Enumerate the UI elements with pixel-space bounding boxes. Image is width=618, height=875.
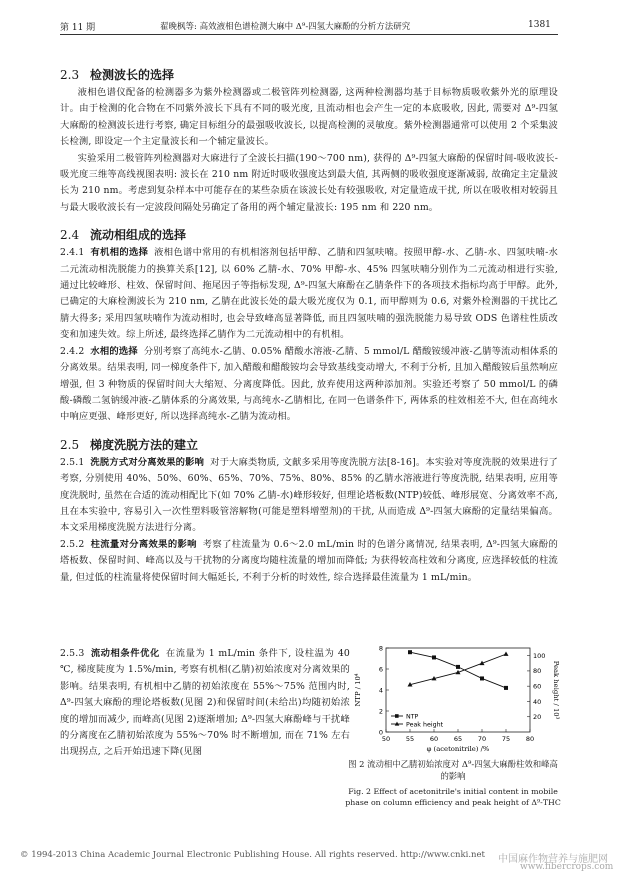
figure-2 (344, 640, 562, 840)
paragraph-text: 分别考察了高纯水-乙腈、0.05% 醋酸水溶液-乙腈、5 mmol/L 醋酸铵缓冲液-乙腈等流动相体系的分离效果。结果表明, 同一梯度条件下, 加入醋酸和醋酸铵均会导致基线变动增大, 不利于分析, 且加入醋酸铵后虽然响应增强, 但 3 种物质的保留时间大大缩短、分离度降低。因此, 放弃使用这两种添加剂。实验还考察了 50 mmol/L 的磷酸-磷酸二氢钠缓冲液-乙腈体系的分离效果, 与高纯水-乙腈相比, 在同一色谱条件下, 两体系的柱效相差不大, 但在高纯水中响应更强、峰形更好, 所以选择高纯水-乙腈为流动相。 (60, 345, 558, 423)
x-tick-label: 75 (501, 735, 511, 743)
paragraph: 实验采用二极管阵列检测器对大麻进行了全波长扫描(190～700 nm), 获得的 Δ⁹-四氢大麻酚的保留时间-吸收波长-吸光度三维等高线视图表明: 波长在 210 nm 附近时吸收强度达到最大值, 其两侧的吸收强度逐渐减弱, 故确定主定量波长为 210 nm。考虑到复杂样本中可能存在的某些杂质在该波长处有较强吸收, 对定量造成干扰, 所以在吸收相对较弱且与最大吸收波长有一定波段间隔处另确定了备用的两个辅定量波长: 195 nm 和 220 nm。 (60, 152, 558, 213)
y-left-tick-label: 2 (378, 707, 383, 716)
paragraph-text: 考察了柱流量为 0.6～2.0 mL/min 时的色谱分离情况, 结果表明, Δ⁹-四氢大麻酚的塔板数、保留时间、峰高以及与干扰物的分离度均随柱流量的增加而降低; 为获得较高柱效和分离度, 应选择较低的柱流量, 但过低的柱流量将使保留时间大幅延长, 不利于分析的时效性, 综合选择最佳流量为 1 mL/min。 (60, 538, 558, 583)
y-left-tick-label: 4 (378, 686, 383, 695)
x-tick-label: 50 (381, 735, 391, 743)
subsection-title: 水相的选择 (90, 345, 138, 357)
y-right-tick-label: 100 (533, 651, 546, 660)
series-line (410, 654, 506, 685)
x-tick-label: 55 (405, 735, 415, 743)
subsection-paragraph (60, 245, 558, 343)
watermark-text: 中国麻作物营养与施肥网 (498, 854, 608, 865)
y-right-tick-label: 20 (533, 713, 542, 722)
subsection-title: 柱流量对分离效果的影响 (90, 538, 197, 550)
copyright-footer: © 1994-2013 China Academic Journal Electronic Publishing House. All rights reserved. http://www.cnki.net (20, 850, 485, 860)
section-number: 2.5 (60, 437, 80, 452)
section-title: 梯度洗脱方法的建立 (90, 437, 199, 452)
data-point (480, 676, 484, 680)
subsection-paragraph (60, 537, 558, 586)
wrapped-column (60, 646, 350, 761)
subsection-paragraph (60, 455, 558, 537)
subsection-title: 洗脱方式对分离效果的影响 (90, 456, 205, 468)
section-title: 检测波长的选择 (90, 68, 175, 82)
x-tick-label: 65 (453, 735, 463, 743)
section-heading (60, 66, 558, 81)
issue-number: 第 11 期 (60, 23, 96, 33)
figure-caption-en: Fig. 2 Effect of acetonitrile's initial content in mobile phase on column efficiency and peak height of Δ⁹-THC (345, 787, 561, 807)
subsection-number: 2.5.2 (60, 538, 85, 550)
subsection-title: 有机相的选择 (90, 247, 149, 259)
subsection-number: 2.5.3 (60, 648, 85, 659)
data-point (504, 686, 508, 690)
page-number: 1381 (528, 20, 551, 30)
y-right-axis-label: Peak height / 10³ (552, 660, 560, 720)
running-title: 翟晚枫等: 高效液相色谱检测大麻中 Δ⁹-四氢大麻酚的分析方法研究 (160, 22, 411, 32)
page-header (0, 0, 618, 44)
data-point (504, 652, 509, 656)
section-number: 2.3 (60, 68, 80, 82)
y-right-tick-label: 80 (533, 667, 542, 676)
y-left-tick-label: 8 (378, 644, 383, 653)
paragraph-text: 液相色谱中常用的有机相溶剂包括甲醇、乙腈和四氢呋喃。按照甲醇-水、乙腈-水、四氢呋喃-水二元流动相洗脱能力的换算关系[12], 以 60% 乙腈-水、70% 甲醇-水、45% 四氢呋喃分别作为二元流动相进行实验, 通过比较峰形、柱效、保留时间、拖尾因子等指标发现, Δ⁹-四氢大麻酚在乙腈条件下的各项技术指标均高于甲醇。此外, 已确定的大麻检测波长为 210 nm, 乙腈在此波长处的最大吸光度仅为 0.1, 而甲醇则为 0.6, 对紫外检测器的干扰比乙腈大得多; 采用四氢呋喃作为流动相时, 也会导致峰高显著降低, 而且四氢呋喃的强洗脱能力易导致 ODS 色谱柱性质改变和加速失效。综上所述, 最终选择乙腈作为二元流动相中的有机相。 (60, 247, 558, 341)
data-point (456, 665, 460, 669)
y-right-tick-label: 60 (533, 682, 542, 691)
subsection-number: 2.4.1 (60, 247, 85, 259)
y-left-tick-label: 0 (378, 728, 383, 737)
header-rule (60, 34, 558, 35)
paragraph: 液相色谱仪配备的检测器多为紫外检测器或二极管阵列检测器, 这两种检测器均基于目标物质吸收紫外光的原理设计。由于检测的化合物在不同紫外波长下具有不同的吸光度, 且流动相也会产生一定的本底吸收, 因此, 需要对 Δ⁹-四氢大麻酚的检测波长进行考察, 确定目标组分的最强吸收波长, 以提高检测的灵敏度。紫外检测器通常可以使用 2 个采集波长检测, 即设定一个主定量波长和一个辅定量波长。 (60, 87, 558, 148)
legend-entry: NTP (406, 713, 419, 721)
paragraph-text: 对于大麻类物质, 文献多采用等度洗脱方法[8-16]。本实验对等度洗脱的效果进行了考察, 分别使用 40%、50%、60%、65%、70%、75%、80%、85% 的乙腈水溶液进行等度洗脱, 结果表明, 应用等度洗脱时, 虽然在合适的流动相配比下(如 70% 乙腈-水)峰形较好, 但理论塔板数(NTP)较低、峰形展宽、分离效率不高, 且在本实验中, 容易引入一次性塑料吸管溶解物(可能是塑料增塑剂)的干扰, 从而造成 Δ⁹-四氢大麻酚的定量结果偏高。本文采用梯度洗脱方法进行分离。 (60, 456, 558, 534)
article-body (60, 60, 558, 586)
subsection-paragraph (60, 344, 558, 426)
line-chart (344, 640, 562, 758)
watermark-url: www.fibercrops.com (520, 862, 614, 872)
y-left-axis-label: NTP / 10⁴ (354, 673, 362, 707)
section-number: 2.4 (60, 228, 80, 243)
legend-entry: Peak height (406, 721, 444, 729)
subsection-number: 2.4.2 (60, 345, 85, 357)
section-heading (60, 436, 558, 451)
data-point (408, 650, 412, 654)
paragraph-text: 在流量为 1 mL/min 条件下, 设柱温为 40 ℃, 梯度陡度为 1.5%/min, 考察有机相(乙腈)初始浓度对分离效果的影响。结果表明, 有机相中乙腈的初始浓度在 55%～75% 范围内时, Δ⁹-四氢大麻酚的理论塔板数(见图 2)和保留时间(未给出)均随初始浓度的增加而减少, 而峰高(见图 2)逐渐增加; Δ⁹-四氢大麻酚峰与干扰峰的分离度在乙腈初始浓度为 55%～70% 时不断增加, 而在 71% 左右出现拐点, 之后开始迅速下降(见图 (60, 648, 350, 758)
x-axis-label: φ (acetonitrile) /% (426, 745, 490, 753)
section-heading (60, 226, 558, 241)
x-tick-label: 60 (429, 735, 439, 743)
subsection-number: 2.5.1 (60, 456, 85, 468)
figure-caption-cn: 图 2 流动相中乙腈初始浓度对 Δ⁹-四氢大麻酚柱效和峰高的影响 (348, 759, 558, 781)
subsection-title: 流动相条件优化 (90, 648, 160, 659)
subsection-paragraph (60, 646, 350, 761)
data-point (432, 655, 436, 659)
section-title: 流动相组成的选择 (90, 228, 187, 243)
y-left-tick-label: 6 (378, 665, 383, 674)
x-tick-label: 80 (525, 735, 535, 743)
x-tick-label: 70 (477, 735, 487, 743)
y-right-tick-label: 40 (533, 697, 542, 706)
legend-marker (395, 714, 399, 718)
